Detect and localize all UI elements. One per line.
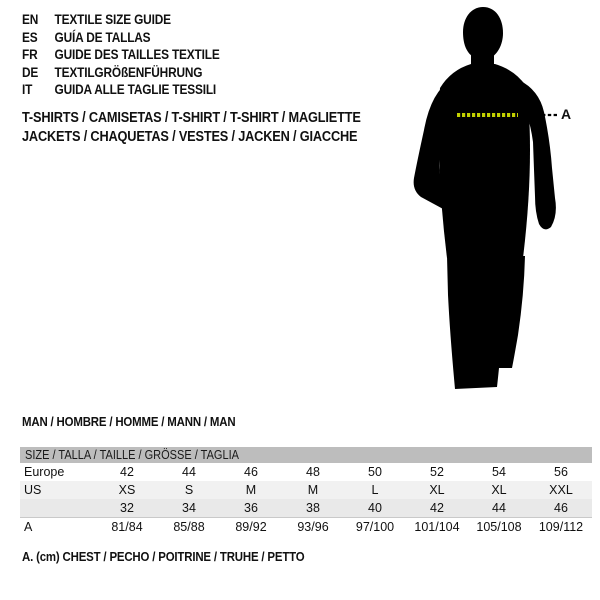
size-cell: XXL — [549, 483, 573, 497]
size-cell: 34 — [182, 501, 196, 515]
size-cell: 42 — [430, 501, 444, 515]
language-list — [22, 11, 220, 99]
size-cell: 97/100 — [355, 520, 395, 534]
size-table-header — [20, 447, 592, 463]
row-label — [20, 499, 96, 517]
row-label: Europe — [24, 465, 65, 479]
size-cell: 42 — [120, 465, 134, 479]
language-code: FR — [22, 47, 38, 63]
category-line-tshirts: T-SHIRTS / CAMISETAS / T-SHIRT / T-SHIRT / MAGLIETTE — [22, 110, 361, 126]
language-row-de — [22, 64, 220, 82]
size-cell: XS — [118, 483, 136, 497]
size-cell: S — [184, 483, 194, 497]
language-row-it — [22, 81, 220, 99]
size-cell: M — [245, 483, 257, 497]
section-title: MAN / HOMBRE / HOMME / MANN / MAN — [22, 414, 236, 429]
measure-label-a: A — [561, 106, 571, 122]
language-row-en — [22, 11, 220, 29]
table-row-us — [20, 481, 592, 499]
row-label: US — [24, 483, 42, 497]
language-title: GUIDA ALLE TAGLIE TESSILI — [54, 82, 217, 98]
size-cell: 52 — [430, 465, 444, 479]
size-table — [20, 447, 592, 536]
size-cell: 89/92 — [235, 520, 267, 534]
size-cell: 46 — [244, 465, 258, 479]
size-cell: 40 — [368, 501, 382, 515]
size-cell: 105/108 — [476, 520, 522, 534]
language-title: GUIDE DES TAILLES TEXTILE — [54, 47, 220, 63]
row-label: A — [24, 520, 33, 534]
size-cell: 46 — [554, 501, 568, 515]
language-title: TEXTILE SIZE GUIDE — [54, 12, 171, 27]
size-cell: 50 — [368, 465, 382, 479]
language-title: TEXTILGRÖßENFÜHRUNG — [54, 64, 203, 80]
table-row-numeric — [20, 499, 592, 517]
size-cell: 32 — [120, 501, 134, 515]
language-code: EN — [22, 12, 39, 27]
language-code: DE — [22, 64, 39, 80]
man-silhouette — [395, 0, 595, 400]
size-cell: XL — [429, 483, 445, 497]
language-row-es — [22, 29, 220, 47]
language-code: ES — [22, 29, 38, 45]
size-cell: 85/88 — [173, 520, 205, 534]
size-cell: L — [371, 483, 379, 497]
size-table-header-label: SIZE / TALLA / TAILLE / GRÖSSE / TAGLIA — [25, 448, 239, 462]
size-cell: M — [307, 483, 319, 497]
category-line-jackets: JACKETS / CHAQUETAS / VESTES / JACKEN / GIACCHE — [22, 129, 358, 145]
language-title: GUÍA DE TALLAS — [54, 29, 151, 45]
size-cell: 101/104 — [414, 520, 460, 534]
size-cell: 56 — [554, 465, 568, 479]
man-silhouette-shapes — [414, 7, 556, 389]
language-code: IT — [22, 82, 33, 98]
category-lines — [22, 109, 361, 147]
size-cell: 44 — [492, 501, 506, 515]
size-cell: 54 — [492, 465, 506, 479]
size-cell: 38 — [306, 501, 320, 515]
size-cell: 109/112 — [538, 520, 584, 534]
size-cell: 93/96 — [297, 520, 329, 534]
size-cell: 81/84 — [111, 520, 143, 534]
size-cell: 36 — [244, 501, 258, 515]
language-row-fr — [22, 46, 220, 64]
table-row-chest-measure — [20, 517, 592, 536]
size-cell: 44 — [182, 465, 196, 479]
size-cell: 48 — [306, 465, 320, 479]
footnote: A. (cm) CHEST / PECHO / POITRINE / TRUHE / PETTO — [22, 549, 305, 564]
table-row-europe — [20, 463, 592, 481]
size-cell: XL — [491, 483, 507, 497]
